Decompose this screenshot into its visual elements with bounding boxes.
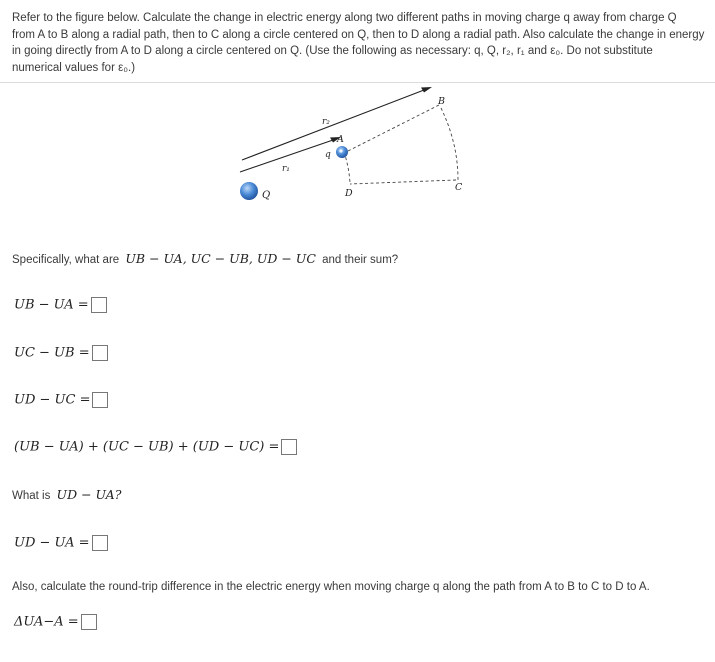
eq-ud-ua: [14, 535, 108, 551]
label-q: q: [325, 150, 331, 160]
label-r2: r₂: [322, 117, 330, 127]
label-D: D: [345, 188, 353, 199]
eq-ud-ua-label: UD − UA =: [14, 535, 90, 551]
answer-sum-input[interactable]: [281, 439, 297, 455]
problem-line-3: in going directly from A to D along a circle centered on Q. (Use the following as necessary: q, Q, r₂, r₁ and ε₀. Do not substitute: [12, 45, 653, 57]
eq-ud-uc: [14, 392, 108, 408]
whatis-question: [12, 487, 121, 502]
problem-line-4: numerical values for ε₀.): [12, 61, 136, 74]
answer-ub-ua-input[interactable]: [91, 297, 107, 313]
eq-ub-ua: [14, 297, 107, 313]
eq-sum: [14, 439, 297, 455]
whatis-prefix: What is: [12, 490, 51, 502]
path-c-d: [350, 180, 456, 184]
specifically-suffix: and their sum?: [322, 254, 399, 266]
label-Q: Q: [262, 190, 271, 201]
label-A: A: [337, 134, 344, 145]
eq-uc-ub: [14, 345, 108, 361]
problem-line-2: from A to B along a radial path, then to C along a circle centered on Q, then to D along a radial path. Also calculate the change in energy: [12, 28, 705, 41]
charge-Q-sphere: [240, 182, 258, 200]
answer-ud-uc-input[interactable]: [92, 392, 108, 408]
answer-uc-ub-input[interactable]: [92, 345, 108, 361]
eq-delta-label: ΔUA−A =: [14, 614, 79, 630]
label-B: B: [438, 96, 445, 107]
eq-sum-label: (UB − UA) + (UC − UB) + (UD − UC) =: [14, 439, 280, 455]
eq-uc-ub-label: UC − UB =: [14, 345, 90, 361]
figure: [0, 0, 715, 230]
label-C: C: [455, 182, 463, 193]
path-b-c: [441, 108, 458, 180]
radial-arrow-line: [242, 90, 424, 160]
specifically-expr: UB − UA, UC − UB, UD − UC: [125, 251, 316, 266]
answer-delta-input[interactable]: [81, 614, 97, 630]
label-r1: r₁: [282, 164, 290, 174]
eq-ud-uc-label: UD − UC =: [14, 392, 91, 408]
path-a-b: [348, 105, 439, 151]
specifically-prefix: Specifically, what are: [12, 254, 120, 266]
problem-line-1: Refer to the figure below. Calculate the change in electric energy along two different paths in moving charge q away from charge Q: [12, 12, 677, 24]
eq-ub-ua-label: UB − UA =: [14, 297, 89, 313]
specifically-question: [12, 251, 398, 266]
radial-arrow-head: [421, 87, 432, 93]
also-question: Also, calculate the round-trip difference in the electric energy when moving charge q along the path from A to B to C to D to A.: [12, 581, 650, 593]
eq-delta: [14, 614, 97, 630]
answer-ud-ua-input[interactable]: [92, 535, 108, 551]
whatis-expr: UD − UA?: [56, 487, 122, 502]
